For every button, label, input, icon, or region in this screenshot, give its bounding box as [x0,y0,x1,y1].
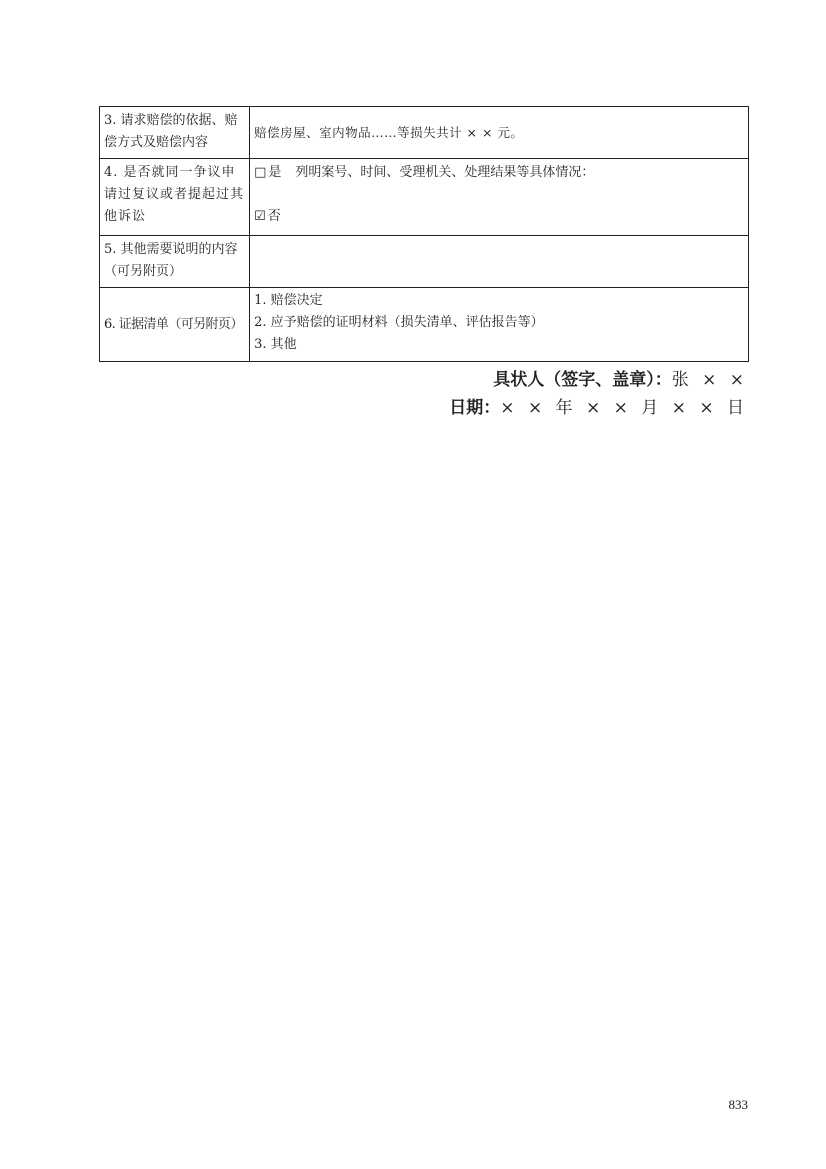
table-row-other-notes [100,236,749,288]
option-yes-detail: 列明案号、时间、受理机关、处理结果等具体情况： [295,165,595,180]
table-row-prior-litigation [100,159,749,236]
page-number: 833 [728,1097,748,1112]
evidence-item: 3. 其他 [254,337,297,352]
date-line [449,394,748,422]
option-no-label: 否 [267,209,281,224]
compensation-basis-content: 赔偿房屋、室内物品……等损失共计 × × 元。 [250,107,749,159]
signer-value: 张 × × [671,370,748,390]
signer-line [449,366,748,394]
prior-litigation-label: 4. 是否就同一争议申请过复议或者提起过其他诉讼 [100,159,250,236]
option-no [254,206,744,228]
signer-label: 具状人（签字、盖章）： [493,370,672,390]
date-label: 日期： [449,398,501,418]
compensation-basis-label: 3. 请求赔偿的依据、赔偿方式及赔偿内容 [100,107,250,159]
evidence-list-label: 6. 证据清单（可另附页） [100,288,250,362]
checkbox-no[interactable]: ☑ [254,209,266,224]
option-yes-label: 是 [268,165,282,180]
other-notes-content [250,236,749,288]
evidence-item: 1. 赔偿决定 [254,293,323,308]
evidence-item: 2. 应予赔偿的证明材料（损失清单、评估报告等） [254,315,544,330]
table-row-evidence-list [100,288,749,362]
checkbox-yes[interactable]: □ [254,165,267,180]
prior-litigation-options [250,159,749,236]
other-notes-label: 5. 其他需要说明的内容（可另附页） [100,236,250,288]
complaint-form-table [99,106,749,362]
signature-block [449,366,748,422]
date-value: × × 年 × × 月 × × 日 [500,398,748,418]
evidence-list-items [250,288,749,362]
table-row-compensation-basis [100,107,749,159]
option-yes [254,162,744,184]
